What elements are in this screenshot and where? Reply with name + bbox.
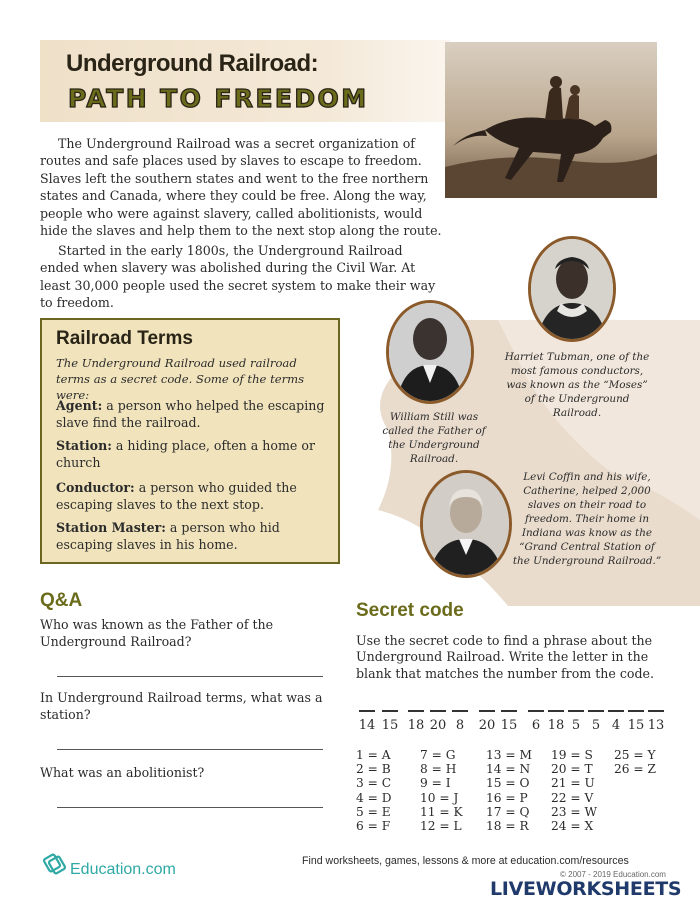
code-blank[interactable] [501, 710, 517, 712]
term-definition: a hiding place, often a home or church [56, 438, 315, 470]
code-key-entry: 3 = C [356, 776, 392, 791]
code-number: 8 [455, 718, 465, 733]
code-blank[interactable] [479, 710, 495, 712]
page-title: Underground Railroad: [66, 50, 319, 77]
code-blank[interactable] [382, 710, 398, 712]
code-blank[interactable] [588, 710, 604, 712]
education-brand[interactable]: Education.com [70, 861, 176, 878]
code-key-entry: 4 = D [356, 790, 392, 805]
code-blank[interactable] [359, 710, 375, 712]
code-key-entry: 9 = I [420, 776, 451, 791]
education-logo-icon [42, 850, 68, 880]
intro-paragraph-2: Started in the early 1800s, the Underground Railroad ended when slavery was abolished during the Civil War. At least 30,000 people used the secret system to make their way to freedom. [40, 243, 436, 311]
escape-painting [445, 42, 657, 198]
intro-paragraph-1: The Underground Railroad was a secret organization of routes and safe places used by slaves to escape to freedom. Slaves left the southern states and went to the free northern states and Canada, where they could be free. Along the way, people who were against slavery, called abolitionists, would hide the slaves and help them to the next stop along the route. [40, 136, 442, 239]
caption-william-still: William Still was called the Father of the Underground Railroad. [382, 411, 486, 465]
railroad-terms-intro: The Underground Railroad used railroad terms as a secret code. Some of the terms were: [56, 356, 305, 402]
term-label: Station Master: [56, 520, 166, 535]
code-key-column-1 [356, 748, 392, 833]
term-station-master [56, 520, 331, 553]
code-key-entry: 24 = X [551, 819, 594, 834]
code-number: 14 [358, 718, 376, 733]
harriet-tubman-portrait [528, 236, 616, 342]
code-number: 13 [647, 718, 665, 733]
code-blank[interactable] [430, 710, 446, 712]
secret-code-title: Secret code [356, 600, 464, 621]
page-subtitle: PATH TO FREEDOM [68, 84, 369, 113]
code-key-entry: 25 = Y [614, 748, 656, 762]
code-blank[interactable] [548, 710, 564, 712]
code-number: 15 [381, 718, 399, 733]
secret-code-intro: Use the secret code to find a phrase about the Underground Railroad. Write the letter in the blank that matches the number from the code. [356, 633, 655, 681]
code-blank[interactable] [528, 710, 544, 712]
footer-tagline[interactable]: Find worksheets, games, lessons & more at education.com/resources [302, 855, 629, 867]
term-definition: a person who hid escaping slaves in his home. [56, 520, 280, 552]
william-still-portrait [386, 300, 474, 404]
code-key-entry: 26 = Z [614, 762, 656, 777]
code-key-entry: 6 = F [356, 819, 391, 834]
code-key-entry: 2 = B [356, 762, 391, 777]
liveworksheets-watermark: LIVEWORKSHEETS [490, 878, 682, 900]
code-key-entry: 16 = P [486, 790, 528, 805]
code-number: 18 [547, 718, 565, 733]
question-2: In Underground Railroad terms, what was a station? [40, 690, 323, 722]
code-blank[interactable] [452, 710, 468, 712]
code-key-column-5 [614, 748, 656, 776]
levi-coffin-portrait [420, 470, 512, 578]
term-label: Agent: [56, 398, 103, 413]
code-key-entry: 17 = Q [486, 804, 530, 819]
code-key-entry: 11 = K [420, 804, 463, 819]
code-key-entry: 1 = A [356, 748, 391, 762]
question-1: Who was known as the Father of the Underground Railroad? [40, 617, 274, 649]
code-key-entry: 22 = V [551, 790, 594, 805]
qa-title: Q&A [40, 590, 83, 611]
code-key-entry: 19 = S [551, 748, 593, 762]
code-number: 18 [407, 718, 425, 733]
code-key-entry: 14 = N [486, 762, 531, 777]
term-conductor [56, 480, 331, 513]
code-number: 5 [591, 718, 601, 733]
caption-harriet-tubman: Harriet Tubman, one of the most famous conductors, was known as the “Moses” of the Underground Railroad. [504, 351, 650, 419]
answer-line-3[interactable] [57, 807, 323, 808]
code-key-entry: 10 = J [420, 790, 459, 805]
railroad-terms-title: Railroad Terms [56, 328, 193, 349]
code-number: 5 [571, 718, 581, 733]
code-key-entry: 20 = T [551, 762, 593, 777]
copyright: © 2007 - 2019 Education.com [560, 870, 666, 879]
term-station [56, 438, 331, 471]
code-key-column-3 [486, 748, 532, 833]
code-key-entry: 13 = M [486, 748, 532, 762]
code-blank[interactable] [408, 710, 424, 712]
code-number: 15 [500, 718, 518, 733]
code-key-column-2 [420, 748, 463, 833]
answer-line-2[interactable] [57, 749, 323, 750]
term-label: Conductor: [56, 480, 135, 495]
code-number: 15 [627, 718, 645, 733]
code-blank[interactable] [608, 710, 624, 712]
code-key-entry: 12 = L [420, 819, 462, 834]
question-3: What was an abolitionist? [40, 765, 205, 780]
code-number: 4 [611, 718, 621, 733]
term-agent [56, 398, 331, 431]
term-definition: a person who guided the escaping slaves to the next stop. [56, 480, 297, 512]
code-key-entry: 8 = H [420, 762, 457, 777]
code-key-entry: 21 = U [551, 776, 595, 791]
code-blank[interactable] [628, 710, 644, 712]
code-blank[interactable] [648, 710, 664, 712]
term-label: Station: [56, 438, 112, 453]
term-definition: a person who helped the escaping slave find the railroad. [56, 398, 325, 430]
code-key-column-4 [551, 748, 597, 833]
code-key-entry: 15 = O [486, 776, 530, 791]
code-key-entry: 7 = G [420, 748, 456, 762]
code-key-entry: 18 = R [486, 819, 529, 834]
code-key-entry: 23 = W [551, 804, 597, 819]
code-blank[interactable] [568, 710, 584, 712]
answer-line-1[interactable] [57, 676, 323, 677]
code-number: 20 [429, 718, 447, 733]
code-key-entry: 5 = E [356, 804, 391, 819]
code-number: 6 [531, 718, 541, 733]
code-number: 20 [478, 718, 496, 733]
caption-levi-coffin: Levi Coffin and his wife, Catherine, helped 2,000 slaves on their road to freedom. Their home in Indiana was know as the “Grand Central Station of the Underground Railroad.” [512, 471, 662, 567]
